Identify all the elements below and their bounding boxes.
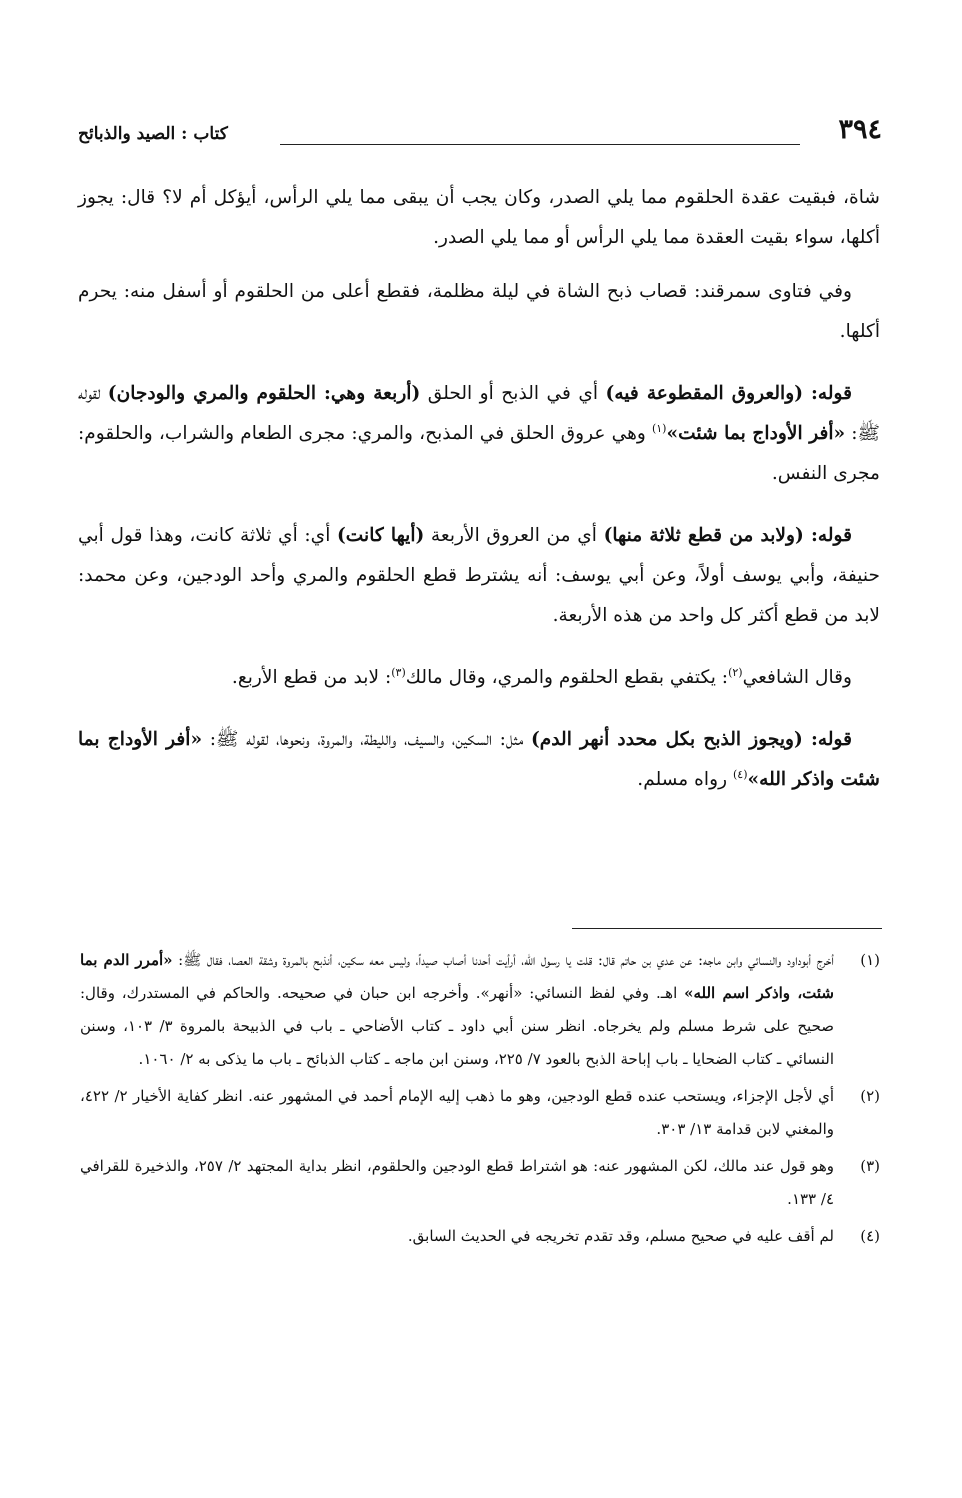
bold-quote: (أربعة وهي: الحلقوم والمري والودجان) <box>107 383 421 404</box>
paragraph-text: شاة، فبقيت عقدة الحلقوم مما يلي الصدر، وكان يجب أن يبقى مما يلي الرأس، أيؤكل أم لا؟ قال: يجوز أكلها، سواء بقيت العقدة مما يلي الرأس أو مما يلي الصدر. <box>78 187 881 248</box>
hadith-quote: «أفر الأوداج بما شئت» <box>666 423 846 444</box>
footnote-number: (٣) <box>860 1157 880 1175</box>
footnote-text-part: أخرج أبوداود والنسائي وابن ماجه: عن عدي بن حاتم قال: قلت يا رسول الله، أرأيت أحدنا أصاب صيداً، وليس معه سكين، أنذبح بالمروة وشقة العصا، فقال ﷺ: <box>172 951 834 969</box>
paragraph-4 <box>78 516 880 636</box>
bold-heading: قوله: (والعروق المقطوعة فيه) <box>605 383 852 404</box>
footnote-text: وهو قول عند مالك، لكن المشهور عنه: هو اشتراط قطع الودجين والحلقوم، انظر بداية المجتهد ٢/ ٢٥٧، والذخيرة للقرافي ٤/ ١٣٣. <box>80 1157 834 1208</box>
footnote-text: لم أقف عليه في صحيح مسلم، وقد تقدم تخريجه في الحديث السابق. <box>407 1227 834 1245</box>
paragraph-text: وهي عروق الحلق في المذبح، والمري: مجرى الطعام والشراب، والحلقوم: مجرى النفس. <box>78 423 880 484</box>
footnote-text: أي لأجل الإجزاء، ويستحب عنده قطع الودجين، وهو ما ذهب إليه الإمام أحمد في المشهور عنه. انظر كفاية الأخيار ٢/ ٤٢٢، والمغني لابن قدامة ١٣/ ٣٠٣. <box>80 1087 834 1138</box>
hadith-quote: «أمرر الدم بما شئت، واذكر اسم الله» <box>80 951 834 1002</box>
paragraph-text: : يكتفي بقطع الحلقوم والمري، وقال مالك <box>405 667 729 688</box>
footnote-ref: (٣) <box>391 665 406 679</box>
paragraph-5 <box>78 658 880 698</box>
footnote-ref: (٤) <box>732 767 748 781</box>
footnote-2 <box>80 1080 880 1146</box>
paragraph-text: أي في الذبح أو الحلق <box>420 383 606 404</box>
paragraph-3 <box>78 374 880 494</box>
bold-quote: (أيها كانت) <box>336 525 425 546</box>
bold-heading: قوله: (ويجوز الذبح بكل محدد أنهر الدم) <box>530 729 852 750</box>
footnote-number: (٤) <box>860 1227 880 1245</box>
page-number: ٣٩٤ <box>838 114 882 145</box>
paragraph-text: أي من العروق الأربعة <box>424 525 604 546</box>
paragraph-1 <box>78 178 880 258</box>
footnote-3 <box>80 1150 880 1216</box>
paragraph-text: : لابد من قطع الأربع. <box>231 667 392 688</box>
hadith-quote: «أفر الأوداج بما شئت واذكر الله» <box>78 729 880 790</box>
paragraph-text: وفي فتاوى سمرقند: قصاب ذبح الشاة في ليلة مظلمة، فقطع أعلى من الحلقوم أو أسفل منه: يحرم أكلها. <box>78 281 880 342</box>
running-header <box>78 114 882 154</box>
footnotes <box>80 944 880 1257</box>
header-rule <box>280 144 800 145</box>
paragraph-text: أي: أي ثلاثة كانت، وهذا قول أبي حنيفة، وأبي يوسف أولاً، وعن أبي يوسف: أنه يشترط قطع الحلقوم والمري وأحد الودجين، وعن محمد: لابد من قطع أكثر كل واحد من هذه الأربعة. <box>78 525 880 626</box>
paragraph-text: لقوله ﷺ: <box>78 383 880 444</box>
footnote-ref: (١) <box>651 421 667 435</box>
footnote-ref: (٢) <box>728 665 743 679</box>
footnote-text-part: اهـ. وفي لفظ النسائي: «أنهر». وأخرجه ابن حبان في صحيحه. والحاكم في المستدرك، وقال: صحيح على شرط مسلم ولم يخرجاه. انظر سنن أبي داود ـ كتاب الأضاحي ـ باب في الذبيحة بالمروة ٣/ ١٠٣، وسنن النسائي ـ كتاب الضحايا ـ باب إباحة الذبح بالعود ٧/ ٢٢٥، وسنن ابن ماجه ـ كتاب الذبائح ـ باب ما يذكى به ٢/ ١٠٦٠. <box>80 984 834 1068</box>
footnote-4 <box>80 1220 880 1253</box>
footnote-rule <box>572 928 882 929</box>
footnote-1 <box>80 944 880 1076</box>
main-text <box>78 178 880 822</box>
running-title: كتاب : الصيد والذبائح <box>78 124 228 144</box>
paragraph-6 <box>78 720 880 800</box>
paragraph-text: رواه مسلم. <box>637 769 733 790</box>
footnote-number: (١) <box>860 951 880 969</box>
paragraph-text: مثل: السكين، والسيف، والليطة، والمروة، ونحوها، لقوله ﷺ: <box>202 729 531 750</box>
bold-heading: قوله: (ولابد من قطع ثلاثة منها) <box>603 525 852 546</box>
footnote-number: (٢) <box>860 1087 880 1105</box>
paragraph-text: وقال الشافعي <box>742 667 852 688</box>
paragraph-2 <box>78 272 880 352</box>
footnote-text <box>80 944 834 1076</box>
